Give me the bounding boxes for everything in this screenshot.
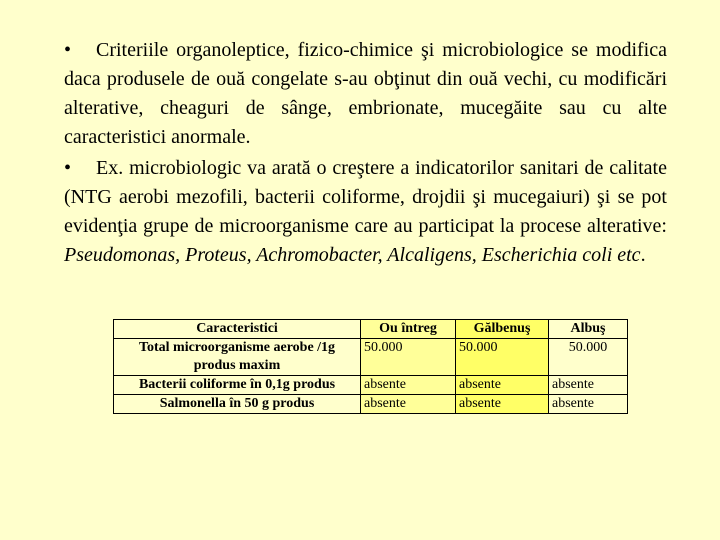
cell-ou-intreg: absente bbox=[361, 376, 456, 395]
table-header-row bbox=[114, 320, 628, 339]
cell-albus: absente bbox=[549, 376, 628, 395]
row-label: Salmonella în 50 g produs bbox=[114, 395, 361, 414]
table-row bbox=[114, 339, 628, 376]
cell-galbenus: absente bbox=[456, 376, 549, 395]
table-row bbox=[114, 395, 628, 414]
cell-albus: 50.000 bbox=[549, 339, 628, 376]
cell-ou-intreg: absente bbox=[361, 395, 456, 414]
cell-galbenus: 50.000 bbox=[456, 339, 549, 376]
cell-albus: absente bbox=[549, 395, 628, 414]
header-galbenus: Gălbenuş bbox=[456, 320, 549, 339]
paragraph-text: Ex. microbiologic va arată o creştere a indicatorilor sanitari de calitate (NTG aerobi mezofili, bacterii coliforme, drojdii şi mucegaiuri) şi se pot evidenţia grupe de microorganisme care au participat la procese alterative: bbox=[64, 157, 667, 237]
paragraph-microbiologic bbox=[64, 154, 667, 270]
paragraph-text: Criteriile organoleptice, fizico-chimice şi microbiologice se modifica daca produsele de ouă congelate s-au obţinut din ouă vechi, cu modificări alterative, cheaguri de sânge, embrionate, mucegăite sau cu alte caracteristici anormale. bbox=[64, 39, 667, 148]
header-albus: Albuş bbox=[549, 320, 628, 339]
table-row bbox=[114, 376, 628, 395]
cell-ou-intreg: 50.000 bbox=[361, 339, 456, 376]
species-list: Pseudomonas, Proteus, Achromobacter, Alcaligens, Escherichia coli etc bbox=[64, 244, 641, 266]
header-ou-intreg: Ou întreg bbox=[361, 320, 456, 339]
text-block bbox=[64, 36, 667, 272]
header-caracteristici: Caracteristici bbox=[114, 320, 361, 339]
row-label: Total microorganisme aerobe /1g produs maxim bbox=[114, 339, 361, 376]
row-label: Bacterii coliforme în 0,1g produs bbox=[114, 376, 361, 395]
paragraph-organoleptic bbox=[64, 36, 667, 152]
bullet: • bbox=[64, 39, 72, 61]
bullet: • bbox=[64, 157, 72, 179]
criteria-table bbox=[113, 319, 628, 414]
paragraph-end: . bbox=[640, 244, 646, 266]
cell-galbenus: absente bbox=[456, 395, 549, 414]
